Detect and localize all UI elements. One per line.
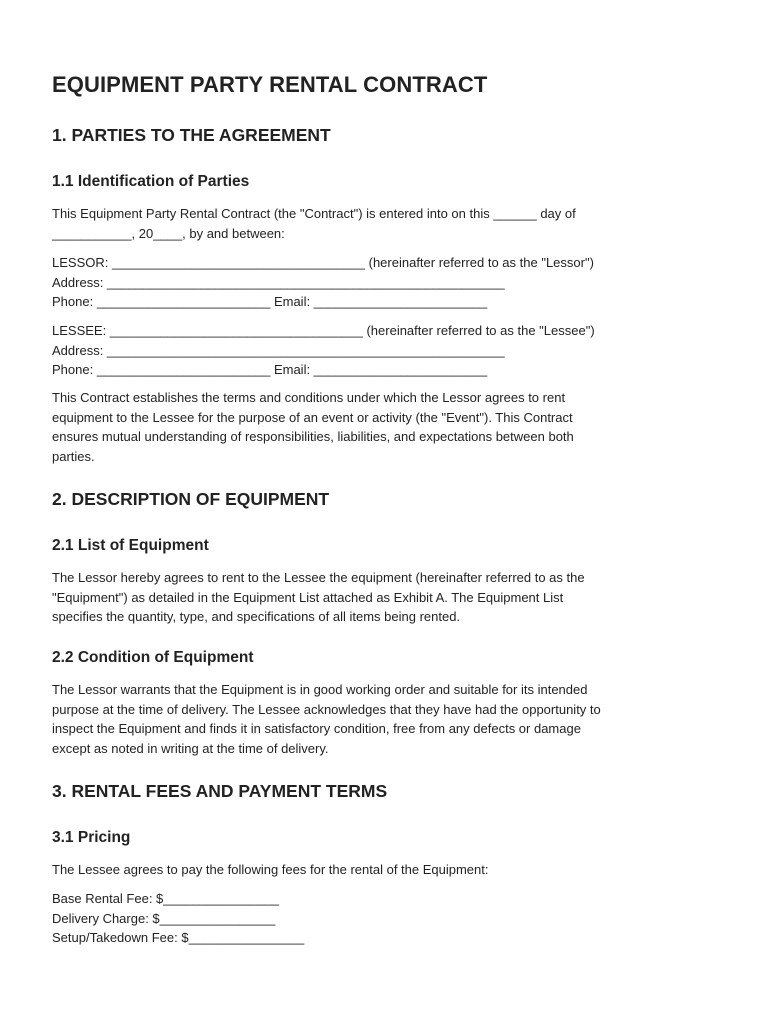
document-title: EQUIPMENT PARTY RENTAL CONTRACT: [52, 72, 488, 97]
equipment-condition-paragraph: [52, 680, 722, 758]
intro-line: ___________, 20____, by and between:: [52, 225, 285, 241]
lessor-name-line: LESSOR: ___________________________________ (hereinafter referred to as the "Lessor"): [52, 255, 594, 270]
intro-paragraph: [52, 204, 722, 243]
setup-takedown-fee-line: Setup/Takedown Fee: $________________: [52, 930, 305, 946]
purpose-line: This Contract establishes the terms and conditions under which the Lessor agrees to rent: [52, 390, 566, 405]
section-1-heading: 1. PARTIES TO THE AGREEMENT: [52, 125, 331, 145]
lessee-contact-line: Phone: ________________________ Email: ________________________: [52, 362, 488, 378]
lessee-name-line: LESSEE: ___________________________________ (hereinafter referred to as the "Lessee"): [52, 323, 595, 338]
paragraph-line: except as noted in writing at the time of delivery.: [52, 740, 329, 756]
paragraph-line: "Equipment") as detailed in the Equipment List attached as Exhibit A. The Equipment List: [52, 589, 564, 605]
purpose-paragraph: [52, 388, 722, 466]
lessor-block: [52, 253, 722, 312]
lessee-address-line: Address: _______________________________________________________: [52, 342, 505, 358]
section-2-heading: 2. DESCRIPTION OF EQUIPMENT: [52, 489, 330, 509]
base-rental-fee-line: Base Rental Fee: $________________: [52, 891, 279, 906]
purpose-line: parties.: [52, 448, 95, 464]
paragraph-line: purpose at the time of delivery. The Lessee acknowledges that they have had the opportunity to: [52, 701, 601, 717]
paragraph-line: The Lessor warrants that the Equipment is in good working order and suitable for its intended: [52, 682, 588, 697]
section-3-heading: 3. RENTAL FEES AND PAYMENT TERMS: [52, 781, 388, 801]
pricing-intro: [52, 860, 722, 880]
lessor-address-line: Address: _______________________________________________________: [52, 274, 505, 290]
purpose-line: equipment to the Lessee for the purpose of an event or activity (the "Event"). This Contract: [52, 409, 573, 425]
paragraph-line: The Lessor hereby agrees to rent to the Lessee the equipment (hereinafter referred to as the: [52, 570, 585, 585]
section-1-1-heading: 1.1 Identification of Parties: [52, 173, 250, 190]
paragraph-line: specifies the quantity, type, and specifications of all items being rented.: [52, 609, 461, 625]
section-2-1-heading: 2.1 List of Equipment: [52, 537, 209, 554]
intro-line: This Equipment Party Rental Contract (the "Contract") is entered into on this ______ day of: [52, 206, 576, 221]
lessee-block: [52, 321, 722, 380]
equipment-list-paragraph: [52, 568, 722, 627]
paragraph-line: inspect the Equipment and finds it in satisfactory condition, free from any defects or damage: [52, 721, 581, 737]
lessor-contact-line: Phone: ________________________ Email: ________________________: [52, 294, 488, 310]
delivery-charge-line: Delivery Charge: $________________: [52, 910, 276, 926]
pricing-intro-line: The Lessee agrees to pay the following fees for the rental of the Equipment:: [52, 862, 489, 877]
purpose-line: ensures mutual understanding of responsibilities, liabilities, and expectations between both: [52, 429, 574, 445]
section-2-2-heading: 2.2 Condition of Equipment: [52, 649, 254, 666]
section-3-1-heading: 3.1 Pricing: [52, 829, 131, 846]
fee-list: [52, 889, 722, 948]
